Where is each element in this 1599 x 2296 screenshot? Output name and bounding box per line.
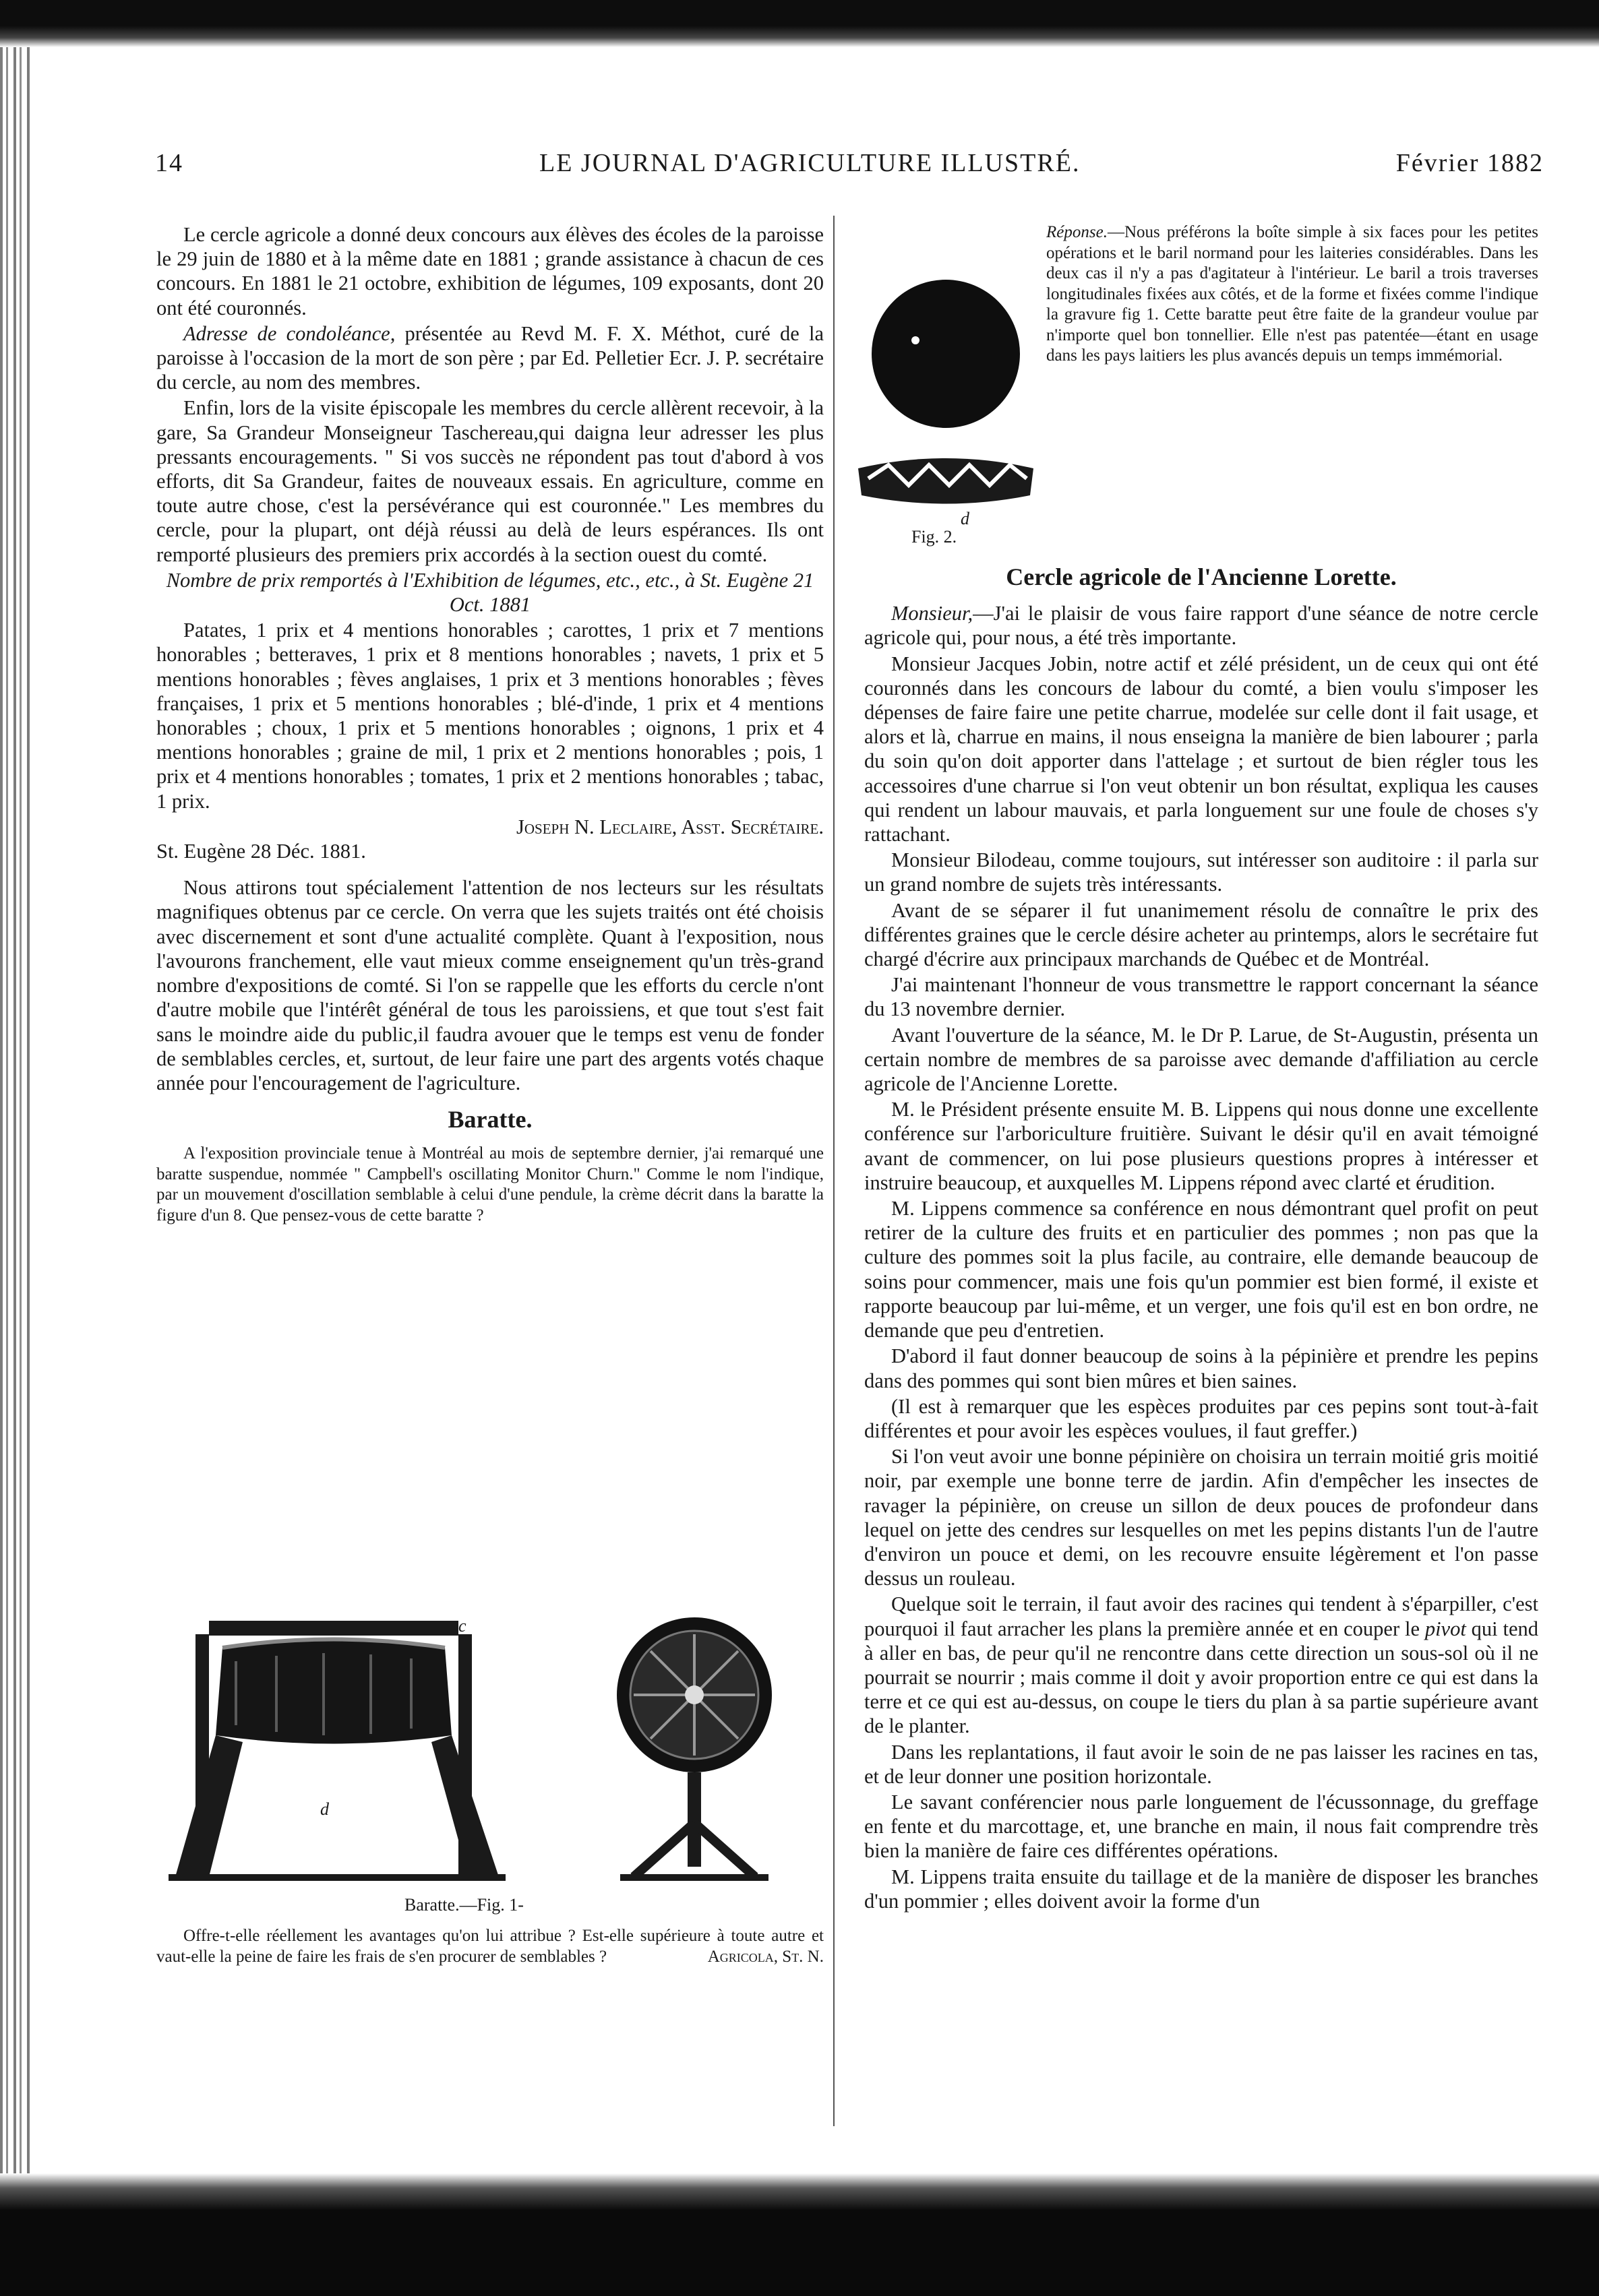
paragraph: M. Lippens commence sa conférence en nous démontrant quel profit on peut retirer de la culture des fruits et en particulier des pommes ; non pas que la culture des pommes soit la plus facile, au contraire, elle demande beaucoup de soins pour commencer, mais une fois qu'un pommier est bien formé, il existe et rapporte beaucoup par lui-même, et un verger, une fois qu'il est en bon ordre, ne demande que peu d'entretien. xyxy=(864,1197,1538,1342)
page-number: 14 xyxy=(155,149,183,177)
paragraph xyxy=(864,1592,1538,1738)
page-header xyxy=(155,148,1544,189)
paragraph: M. le Président présente ensuite M. B. Lippens qui nous donne une excellente conférence sur l'arboriculture fruitière. Suivant le désir qu'il en avait témoigné avant de commencer, on lui pose plusieurs questions propres à intéresser et instruire beaucoup, et auxquelles M. Lippens répond avec clarté et érudition. xyxy=(864,1098,1538,1194)
paragraph: Avant l'ouverture de la séance, M. le Dr P. Larue, de St-Augustin, présenta un certain nombre de membres de sa paroisse avec demande d'affiliation au cercle agricole de l'Ancienne Lorette. xyxy=(864,1023,1538,1096)
right-column xyxy=(864,553,1538,1915)
italic-lead: Adresse de condoléance, xyxy=(183,321,396,345)
figure-label-c: c xyxy=(458,1616,466,1636)
paragraph: Dans les replantations, il faut avoir le soin de ne pas laisser les racines en tas, et de leur donner une position horizontale. xyxy=(864,1740,1538,1788)
paragraph: J'ai maintenant l'honneur de vous transmettre le rapport concernant la séance du 13 novembre dernier. xyxy=(864,973,1538,1021)
italic-lead: Réponse. xyxy=(1046,223,1108,241)
section-heading-lorette: Cercle agricole de l'Ancienne Lorette. xyxy=(1006,563,1397,590)
paragraph-text: —J'ai le plaisir de vous faire rapport d'une séance de notre cercle agricole qui, pour nous, a été très importante. xyxy=(864,602,1538,650)
paragraph xyxy=(864,601,1538,650)
reply-paragraph xyxy=(1046,222,1538,367)
italic-lead: Monsieur, xyxy=(891,602,973,625)
paragraph-text: Quelque soit le terrain, il faut avoir des racines qui tendent à s'éparpiller, c'est pourquoi il faut arracher les plans la première année et en couper le xyxy=(864,1592,1538,1640)
paragraph-text: présentée au Revd M. F. X. Méthot, curé de la paroisse à l'occasion de la mort de son père ; par Ed. Pelletier Ecr. J. P. secrétaire du cercle, au nom des membres. xyxy=(156,321,824,394)
paragraph: Si l'on veut avoir une bonne pépinière on choisira un terrain moitié gris moitié noir, par exemple une bonne terre de jardin. Afin d'empêcher les insectes de ravager la pépinière, on creuse un sillon de deux pouces de profondeur dans lequel on jette des cendres sur lesquelles on met les pepins distants l'un de l'autre d'environ un pouce et demi, on les recouvre ensuite légèrement et l'on passe dessus un rouleau. xyxy=(864,1445,1538,1590)
figure-1-caption: Baratte.—Fig. 1- xyxy=(404,1895,524,1915)
dateline: St. Eugène 28 Déc. 1881. xyxy=(156,840,366,863)
paragraph: Patates, 1 prix et 4 mentions honorables ; carottes, 1 prix et 7 mentions honorables ; betteraves, 1 prix et 8 mentions honorables ; navets, 1 prix et 5 mentions honorables ; fèves anglaises, 1 prix et 3 mentions honorables ; fèves françaises, 1 prix et 5 mentions honorables ; blé-d'inde, 1 prix et 4 mentions honorables ; choux, 1 prix et 5 mentions honorables ; oignons, 1 prix et 4 mentions honorables ; graine de mil, 1 prix et 2 mentions honorables ; pois, 1 prix et 4 mentions honorables ; tomates, 1 prix et 2 mentions honorables ; tabac, 1 prix. xyxy=(156,619,824,813)
paragraph: Monsieur Bilodeau, comme toujours, sut intéresser son auditoire : il parla sur un grand nombre de sujets très intéressants. xyxy=(864,848,1538,896)
figure-2-label-d: d xyxy=(961,509,969,528)
journal-title: LE JOURNAL D'AGRICULTURE ILLUSTRÉ. xyxy=(539,149,1081,177)
paragraph: M. Lippens traita ensuite du taillage et de la manière de disposer les branches d'un pommier ; elles doivent avoir la forme d'un xyxy=(864,1865,1538,1913)
paragraph: Le cercle agricole a donné deux concours aux élèves des écoles de la paroisse le 29 juin de 1880 et à la même date en 1881 ; grande assistance à chacun de ces concours. En 1881 le 21 octobre, exhibition de légumes, 109 exposants, dont 20 ont été couronnés. xyxy=(156,223,824,319)
paragraph: Le savant conférencier nous parle longuement de l'écussonnage, du greffage en fente et du marcottage, et, une branche en main, il nous fait comprendre très bien la manière de faire ces différentes opérations. xyxy=(864,1790,1538,1863)
signature: Joseph N. Leclaire, Asst. Secrétaire. xyxy=(516,815,824,838)
paragraph-text: —Nous préférons la boîte simple à six faces pour les petites opérations et le baril normand pour les laiteries considérables. Dans les deux cas il n'y a pas d'agitateur à l'intérieur. Le baril a trois traverses longitudinales fixées aux côtés, et de la forme et fixées comme l'indique la gravure fig 1. Cette baratte peut être faite de la grandeur voulue par n'importe quel bon tonnellier. Elle n'est pas patentée—étant en usage dans les pays laitiers les plus avancés depuis un temps immémorial. xyxy=(1046,223,1538,365)
paragraph: Monsieur Jacques Jobin, notre actif et zélé président, un de ceux qui ont été couronnés dans les concours de labour du comté, a bien voulu s'imposer les dépenses de faire faire une petite charrue, modelée sur celle dont il fait usage, et alors et là, charrue en mains, il nous enseigna la manière de bien labourer ; parla du soin qu'on doit apporter dans l'attelage ; et surtout de bien régler tous les accessoires d'une charrue si l'on veut obtenir un bon résultat, expliqua les causes qui rendent un labour mauvais, et parla longuement sur une foule de choses s'y rattachant. xyxy=(864,652,1538,846)
paragraph: Avant de se séparer il fut unanimement résolu de connaître le prix des différentes graines que le cercle désire acheter au printemps, alors le secrétaire fut chargé d'écrire aux principaux marchands de Québec et de Montréal. xyxy=(864,898,1538,971)
churn-end-view-drawing xyxy=(617,1617,772,1881)
left-column-end xyxy=(156,1926,824,1968)
prize-heading: Nombre de prix remportés à l'Exhibition de légumes, etc., etc., à St. Eugène 21 Oct. 1881 xyxy=(166,568,814,617)
suspended-churn-drawing xyxy=(169,1621,506,1881)
figure-label-d: d xyxy=(320,1799,329,1819)
column-divider xyxy=(833,216,835,2126)
signature: Agricola, St. N. xyxy=(707,1947,824,1966)
figure-2-caption: Fig. 2. xyxy=(911,527,957,547)
issue-date: Février 1882 xyxy=(1395,149,1544,177)
churn-figure-1 xyxy=(162,1607,829,1890)
paragraph: A l'exposition provinciale tenue à Montréal au mois de septembre dernier, j'ai remarqué une baratte suspendue, nommée " Campbell's oscillating Monitor Churn." Comme le nom l'indique, par un mouvement d'oscillation semblable à celui d'une pendule, la crème décrit dans la baratte la figure d'un 8. Que pensez-vous de cette baratte ? xyxy=(156,1144,824,1224)
churn-figure-2 xyxy=(848,253,1044,563)
scan-left-edge xyxy=(0,47,32,2237)
paragraph-text: Offre-t-elle réellement les avantages qu'on lui attribue ? Est-elle supérieure à toute autre et vaut-elle la peine de faire les frais de s'en procurer de semblables ? xyxy=(156,1927,824,1966)
paragraph: (Il est à remarquer que les espèces produites par ces pepins sont tout-à-fait différentes et pour avoir les espèces voulues, il faut greffer.) xyxy=(864,1394,1538,1442)
italic-word: pivot xyxy=(1424,1617,1466,1640)
section-heading-baratte: Baratte. xyxy=(448,1106,533,1134)
paragraph-text: qui tend à aller en bas, de peur qu'il ne rencontre dans cette direction un sous-sol où il ne pourrait se nourrir ; mais comme il doit y avoir proportion entre ce qui est dans la terre et ce qui est au-dessus, on coupe le tiers du plan à sa partie supérieure avant de le planter. xyxy=(864,1617,1538,1738)
reply-block xyxy=(1046,222,1538,368)
paragraph xyxy=(156,1926,824,1967)
paragraph: Enfin, lors de la visite épiscopale les membres du cercle allèrent recevoir, à la gare, Sa Grandeur Monseigneur Taschereau,qui daigna leur adresser les plus pressants encouragements. " Si vos succès ne répondent pas tout d'abord à vos efforts, dit Sa Grandeur, faites de nouveaux essais. En agriculture, comme en toute autre chose, c'est la persévérance qui est couronnée." Les membres du cercle, pour la plupart, ont déjà réussi au delà de leurs espérances. Ils ont remporté plusieurs des premiers prix accordés à la section ouest du comté. xyxy=(156,396,824,566)
paragraph: Nous attirons tout spécialement l'attention de nos lecteurs sur les résultats magnifiques obtenus par ce cercle. On verra que les sujets traités ont été choisis avec discernement et sont d'une actualité complète. Quant à l'exposition, nous l'avourons franchement, elle vaut mieux comme enseignement qu'un très-grand nombre d'expositions de comté. Si l'on se rappelle que les efforts du cercle n'ont d'autre mobile que l'intérêt général de tous les paroissiens, et que tout s'est fait sans le moindre aide du public,il faudra avouer que le temps est venu de fonder de semblables cercles, et, surtout, de leur faire une part des argents votés chaque année pour l'encouragement de l'agriculture. xyxy=(156,876,824,1094)
left-column xyxy=(156,222,824,1227)
scan-bottom-edge xyxy=(0,2173,1599,2296)
paragraph: D'abord il faut donner beaucoup de soins à la pépinière et prendre les pepins dans des pommes qui sont bien mûres et bien saines. xyxy=(864,1344,1538,1392)
scan-top-edge xyxy=(0,0,1599,47)
paragraph xyxy=(156,321,824,395)
